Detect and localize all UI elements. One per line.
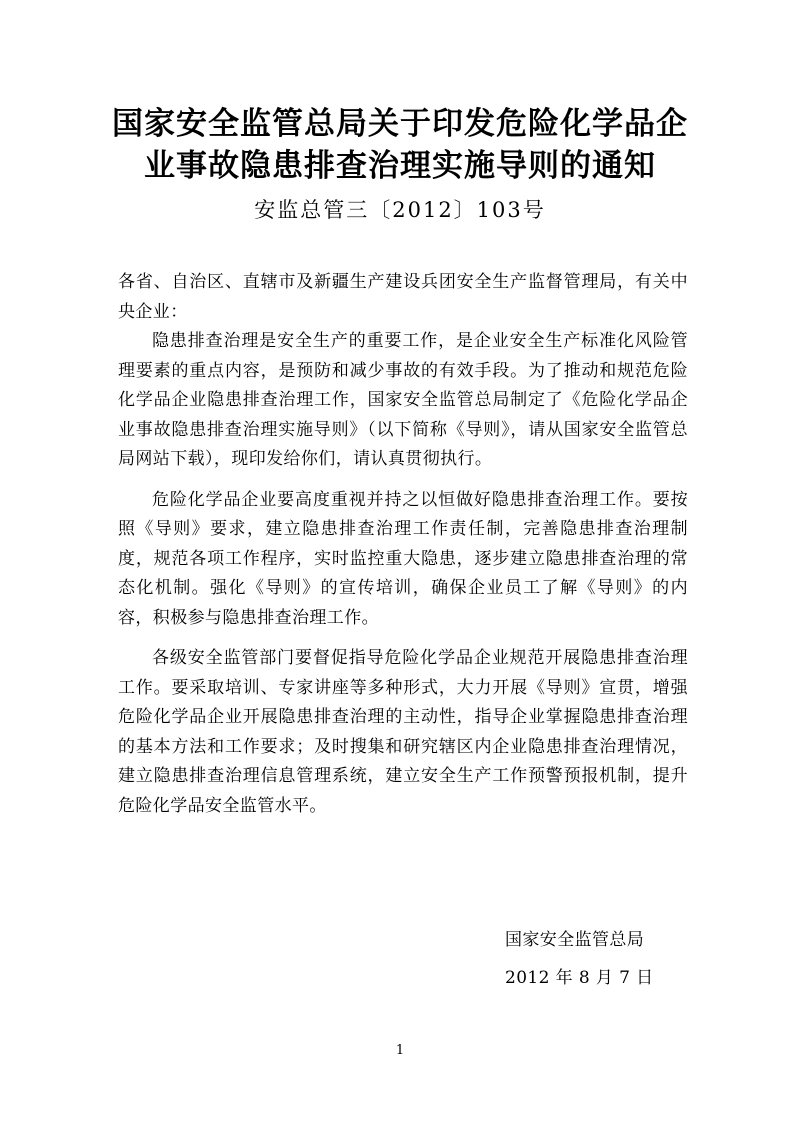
document-body [118, 268, 688, 821]
page-number: 1 [395, 1043, 405, 1058]
salutation: 各省、自治区、直辖市及新疆生产建设兵团安全生产监督管理局，有关中央企业： [118, 272, 688, 322]
paragraph-3: 各级安全监管部门要督促指导危险化学品企业规范开展隐患排查治理工作。要采取培训、专家讲座等多种形式，大力开展《导则》宣贯，增强危险化学品企业开展隐患排查治理的主动性，指导企业掌握隐患排查治理的基本方法和工作要求；及时搜集和研究辖区内企业隐患排查治理情况，建立隐患排查治理信息管理系统，建立安全生产工作预警预报机制，提升危险化学品安全监管水平。 [118, 648, 688, 816]
document-title-line-2: 业事故隐患排查治理实施导则的通知 [144, 148, 656, 184]
signature-date: 2012 年 8 月 7 日 [505, 968, 654, 988]
paragraph-2: 危险化学品企业要高度重视并持之以恒做好隐患排查治理工作。要按照《导则》要求，建立隐患排查治理工作责任制，完善隐患排查治理制度，规范各项工作程序，实时监控重大隐患，逐步建立隐患排查治理的常态化机制。强化《导则》的宣传培训，确保企业员工了解《导则》的内容，积极参与隐患排查治理工作。 [118, 489, 688, 628]
signature-organization: 国家安全监管总局 [505, 930, 645, 950]
paragraph-1: 隐患排查治理是安全生产的重要工作，是企业安全生产标准化风险管理要素的重点内容，是预防和减少事故的有效手段。为了推动和规范危险化学品企业隐患排查治理工作，国家安全监管总局制定了《危险化学品企业事故隐患排查治理实施导则》（以下简称《导则》，请从国家安全监管总局网站下载），现印发给你们，请认真贯彻执行。 [118, 331, 688, 469]
document-title-line-1: 国家安全监管总局关于印发危险化学品企 [112, 106, 688, 142]
document-number: 安监总管三〔2012〕103号 [254, 198, 546, 222]
